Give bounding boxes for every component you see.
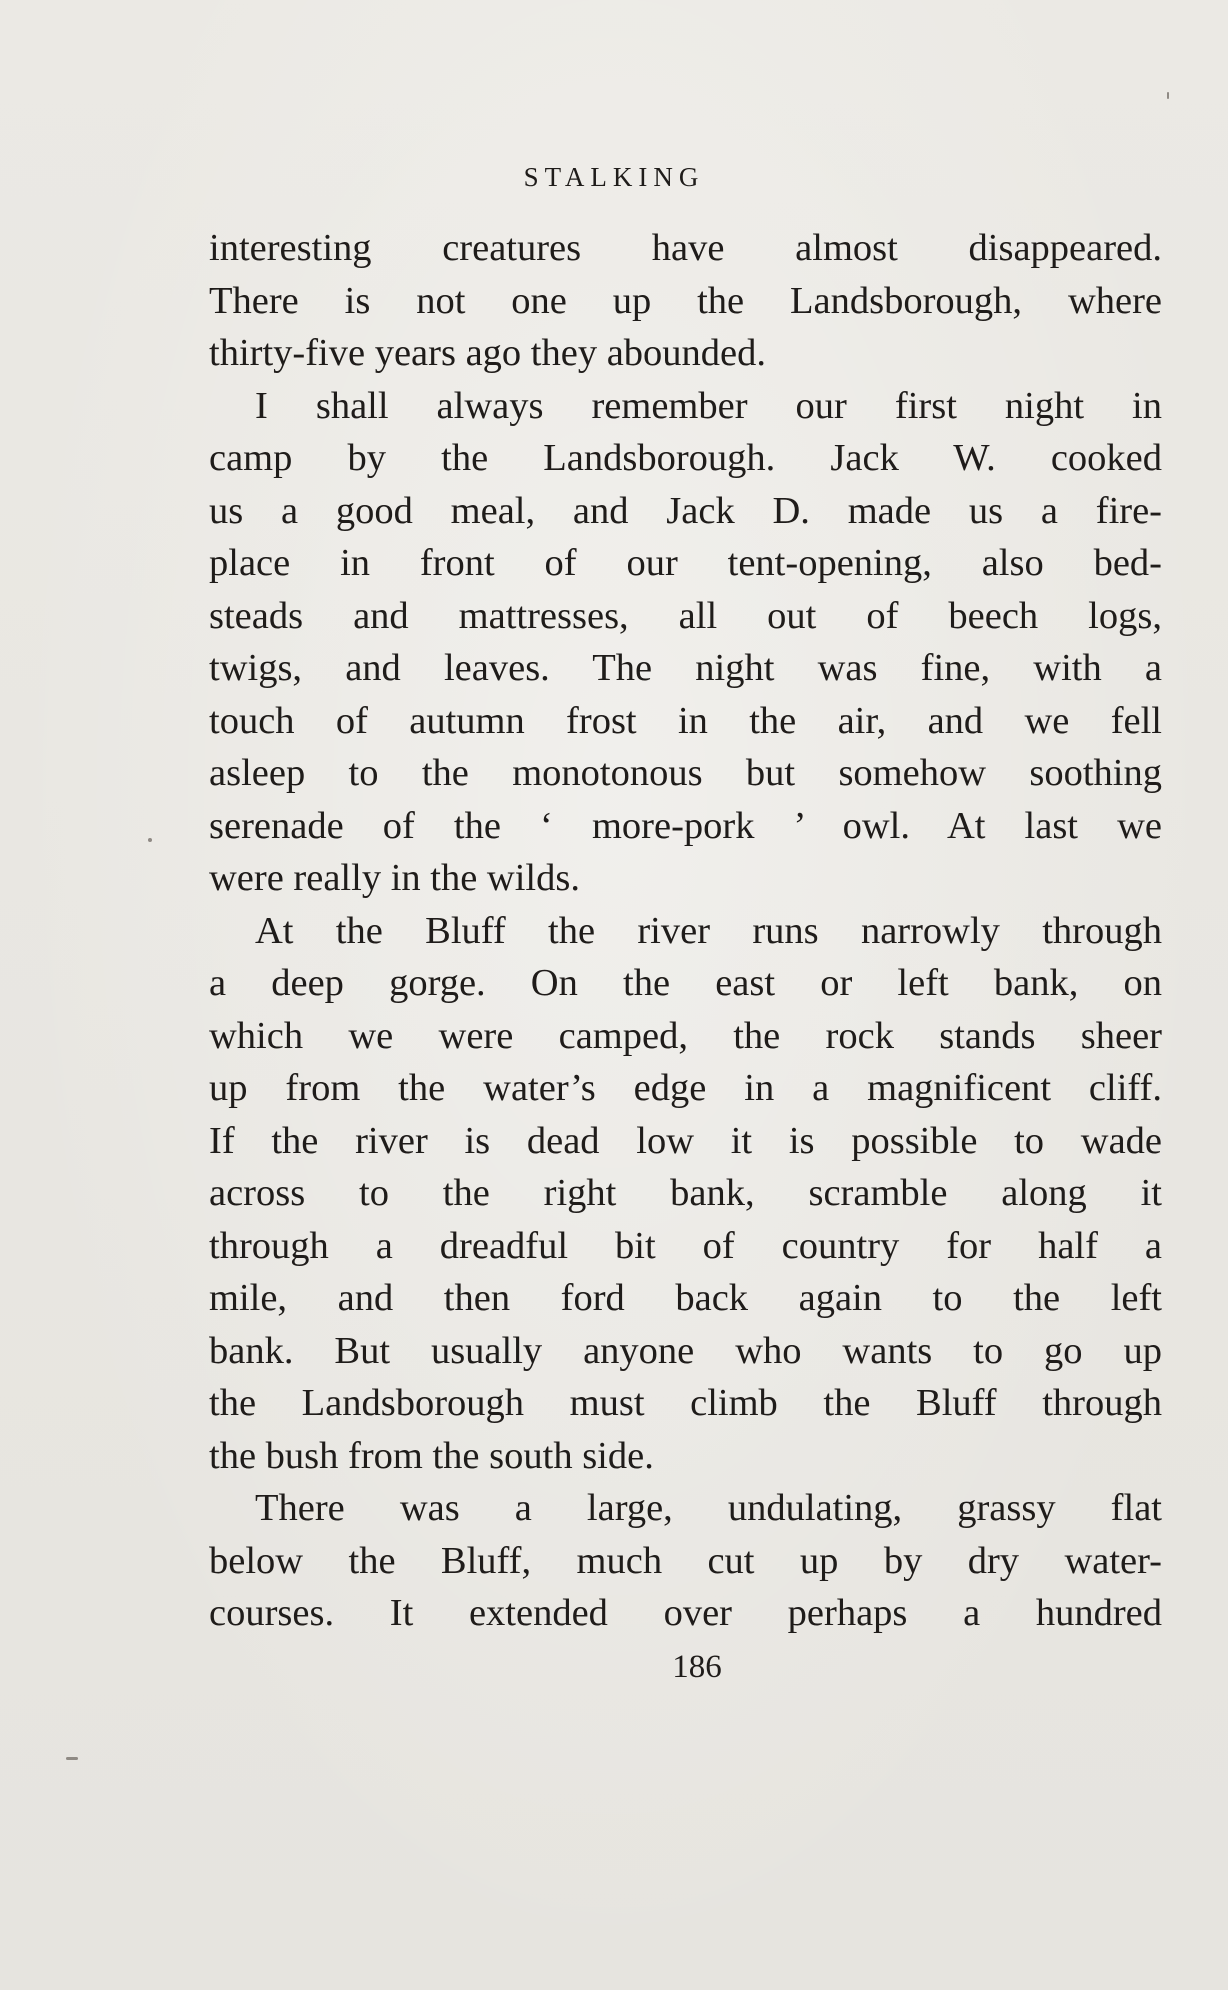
page-number: 186 xyxy=(672,1649,722,1685)
page-speck xyxy=(148,838,152,842)
text-line: across to the right bank, scramble along it xyxy=(209,1172,1162,1214)
text-line: There is not one up the Landsborough, where xyxy=(209,279,1162,322)
text-line: mile, and then ford back again to the left xyxy=(209,1277,1162,1319)
page-speck xyxy=(66,1757,78,1760)
text-line: were really in the wilds. xyxy=(209,857,580,899)
text-line: courses. It extended over perhaps a hundred xyxy=(209,1592,1162,1634)
text-line: twigs, and leaves. The night was fine, with a xyxy=(209,647,1162,689)
text-line: the bush from the south side. xyxy=(209,1434,654,1477)
text-line: I shall always remember our first night in xyxy=(255,384,1162,427)
running-head: STALKING xyxy=(523,162,705,192)
text-line: There was a large, undulating, grassy flat xyxy=(255,1487,1162,1529)
text-line: serenade of the ‘ more-pork ’ owl. At last we xyxy=(209,804,1162,847)
text-line: If the river is dead low it is possible to wade xyxy=(209,1119,1162,1162)
text-line: place in front of our tent-opening, also bed- xyxy=(209,542,1162,584)
text-line: steads and mattresses, all out of beech logs, xyxy=(209,594,1162,637)
text-line: through a dreadful bit of country for half a xyxy=(209,1224,1162,1267)
page-speck xyxy=(1167,92,1169,99)
text-line: the Landsborough must climb the Bluff through xyxy=(209,1382,1162,1424)
text-line: thirty-five years ago they abounded. xyxy=(209,332,766,374)
text-line: camp by the Landsborough. Jack W. cooked xyxy=(209,437,1162,479)
text-line: asleep to the monotonous but somehow soothing xyxy=(209,752,1162,794)
text-line: below the Bluff, much cut up by dry water- xyxy=(209,1539,1162,1582)
text-line: a deep gorge. On the east or left bank, on xyxy=(209,962,1162,1004)
text-line: interesting creatures have almost disappeared. xyxy=(209,227,1162,269)
body-text xyxy=(209,222,1162,1640)
text-line: up from the water’s edge in a magnificent cliff. xyxy=(209,1067,1162,1109)
text-line: us a good meal, and Jack D. made us a fire- xyxy=(209,489,1162,532)
text-line: bank. But usually anyone who wants to go up xyxy=(209,1329,1162,1372)
text-line: which we were camped, the rock stands sheer xyxy=(209,1014,1162,1057)
text-line: touch of autumn frost in the air, and we fell xyxy=(209,699,1162,742)
text-line: At the Bluff the river runs narrowly through xyxy=(255,909,1162,952)
